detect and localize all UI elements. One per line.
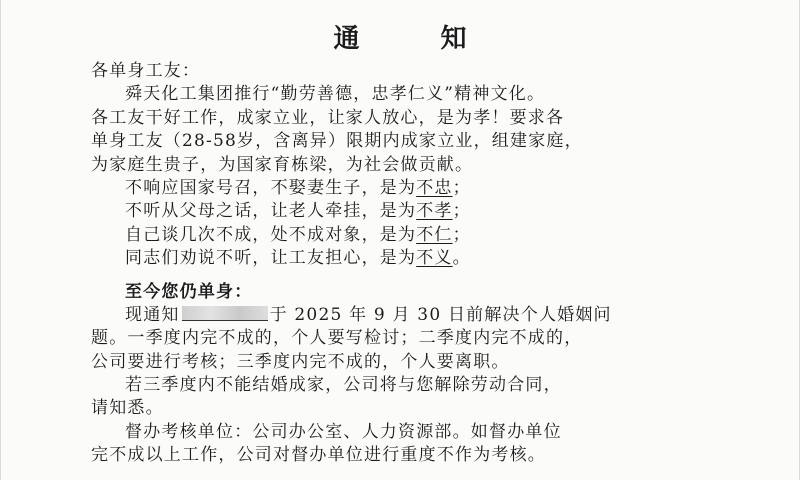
virtue-end: 。: [452, 248, 471, 269]
virtue-end: ；: [452, 224, 471, 245]
paragraph-line: 完不成以上工作，公司对督办单位进行重度不作为考核。: [91, 445, 546, 466]
virtue-label: 不仁: [416, 224, 453, 245]
virtue-text: 自己谈几次不成，处不成对象，是为: [125, 224, 417, 245]
notice-title: 通 知: [333, 24, 503, 54]
virtue-end: ；: [452, 177, 471, 198]
paragraph-line: 单身工友（28-58岁，含离异）限期内成家立业，组建家庭，: [91, 131, 583, 152]
virtue-line-filial: [91, 200, 711, 223]
paragraph-text: 现通知: [125, 304, 180, 325]
virtue-label: 不孝: [416, 201, 453, 222]
paragraph-text: 于 2025 年 9 月 30 日前解决个人婚姻问: [269, 304, 612, 325]
notice-body: [91, 60, 711, 468]
paragraph-line: 各工友干好工作，成家立业，让家人放心，是为孝！要求各: [91, 107, 565, 128]
paragraph-line: 若三季度内不能结婚成家，公司将与您解除劳动合同，: [125, 375, 562, 396]
paragraph-line: 舜天化工集团推行“勤劳善德，忠孝仁义”精神文化。: [125, 84, 546, 105]
virtue-text: 不响应国家号召，不娶妻生子，是为: [125, 177, 417, 198]
virtue-label: 不忠: [416, 177, 453, 198]
paragraph-line: 督办考核单位：公司办公室、人力资源部。如督办单位: [125, 421, 562, 442]
paragraph-line: 请知悉。: [91, 398, 164, 419]
virtue-line-benevolence: [91, 224, 711, 247]
paragraph-line: 公司要进行考核；三季度内完不成的，个人要离职。: [91, 351, 510, 372]
virtue-end: ；: [452, 201, 471, 222]
virtue-label: 不义: [416, 248, 453, 269]
virtue-line-righteousness: [91, 247, 711, 270]
section-heading: 至今您仍单身：: [125, 281, 253, 302]
virtue-text: 不听从父母之话，让老人牵挂，是为: [125, 201, 417, 222]
virtue-text: 同志们劝说不听，让工友担心，是为: [125, 248, 417, 269]
paragraph-line: 为家庭生贵子，为国家育栋梁，为社会做贡献。: [91, 154, 474, 175]
redacted-name: [182, 306, 268, 321]
paragraph-line: 题。一季度内完不成的，个人要写检讨；二季度内完不成的，: [91, 328, 583, 349]
paragraph-line: [91, 304, 711, 327]
virtue-line-loyalty: [91, 177, 711, 200]
salutation: 各单身工友：: [91, 61, 201, 81]
spacer: [91, 271, 711, 281]
